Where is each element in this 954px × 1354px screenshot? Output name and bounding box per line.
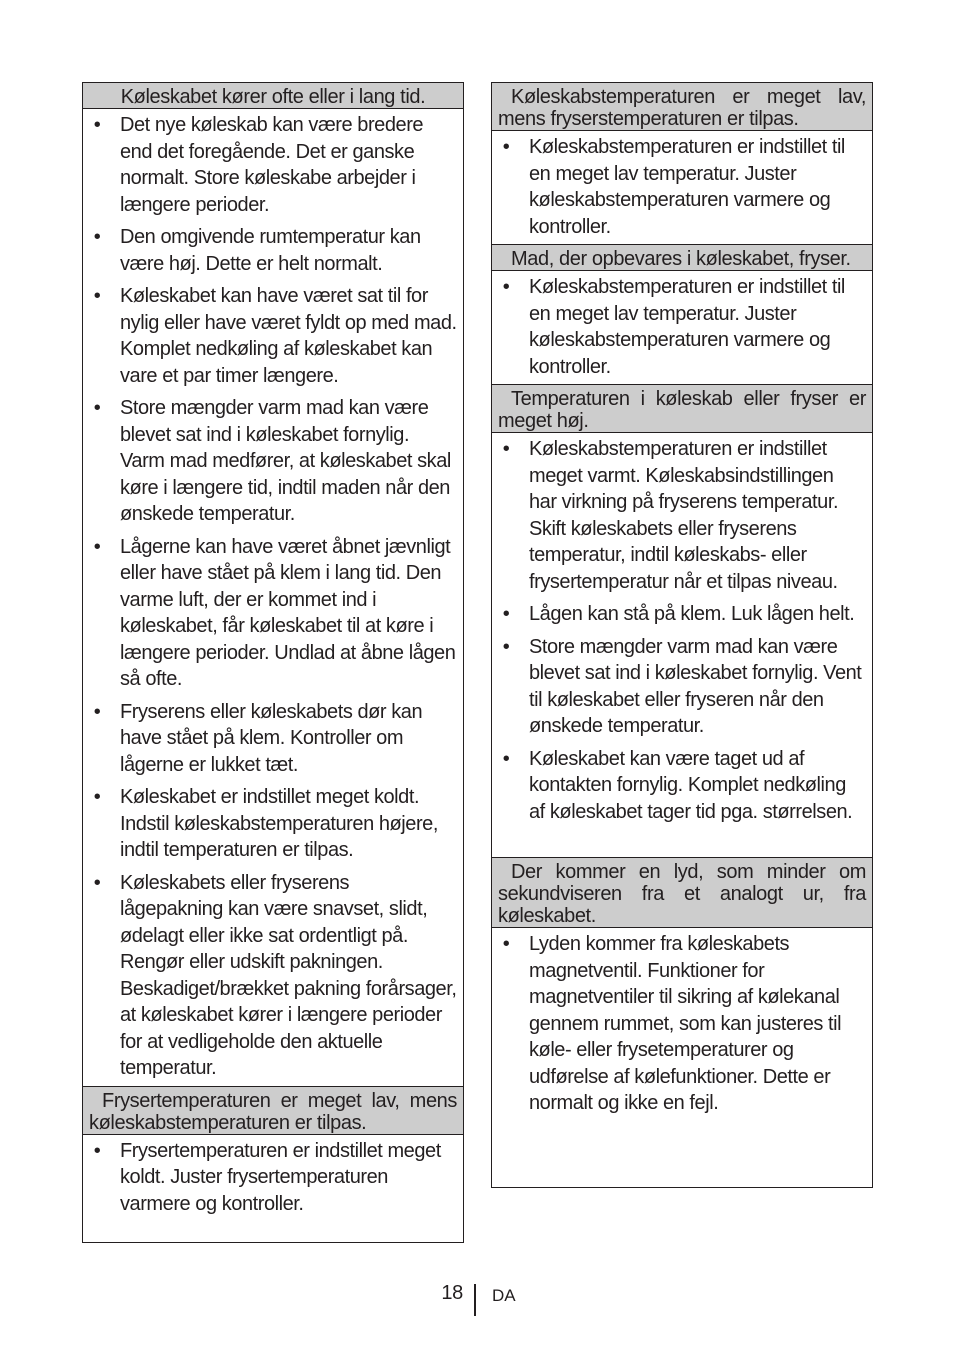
list-item	[83, 112, 457, 218]
bullet-icon: •	[502, 747, 510, 770]
list-item	[83, 1138, 457, 1218]
list-item-text: Køleskabet kan have været sat til for nylig eller have været fyldt op med mad. Komplet nedkøling af køleskabet kan vare et par timer længere.	[120, 285, 457, 387]
list-item-text: Lyden kommer fra køleskabets magnetventil. Funktioner for magnetventiler til sikring af kølekanal gennem rummet, som kan justeres til køle- eller frysetemperaturer og udførelse af kølefunktioner. Dette er normalt og ikke en fejl.	[529, 933, 842, 1114]
list-item-text: Køleskabets eller fryserens lågepakning kan være snavset, slidt, ødelagt eller ikke sat ordentligt på. Rengør eller udskift pakningen. Beskadiget/brækket pakning forårsager, at køleskabet kører i længere perioder for at vedligeholde den aktuelle temperatur.	[120, 871, 457, 1079]
language-code: DA	[492, 1286, 516, 1305]
list-item-text: Køleskabstemperaturen er indstillet til en meget lav temperatur. Juster køleskabstemperaturen varmere og kontroller.	[529, 136, 845, 238]
section-heading: Køleskabstemperaturen er meget lav, mens fryserstemperaturen er tilpas.	[492, 83, 872, 131]
list-item-text: Store mængder varm mad kan være blevet sat ind i køleskabet fornylig. Vent til køleskabet eller fryseren når den ønskede temperatur.	[529, 635, 862, 737]
list-item	[492, 634, 866, 740]
bullet-list	[492, 131, 872, 245]
list-item	[492, 601, 866, 628]
list-item	[492, 274, 866, 380]
list-item	[83, 224, 457, 277]
bullet-icon: •	[93, 786, 101, 808]
bullet-icon: •	[502, 438, 510, 460]
bullet-icon: •	[502, 276, 510, 298]
list-item-text: Køleskabstemperaturen er indstillet meget varmt. Køleskabsindstillingen har virkning på fryserens temperatur. Skift køleskabets eller fryserens temperatur, indtil køleskabs- eller frysertemperatur når et tilpas niveau.	[529, 438, 839, 593]
section-heading: Køleskabet kører ofte eller i lang tid.	[83, 83, 463, 109]
list-item-text: Lågerne kan have været åbnet jævnligt eller have stået på klem i lang tid. Den varme luft, der er kommet ind i køleskabet, får køleskabet til at køre i længere perioder. Undlad at åbne lågen så ofte.	[120, 535, 456, 690]
list-item-text: Store mængder varm mad kan være blevet sat ind i køleskabet fornylig. Varm mad medfører, at køleskabet skal køre i længere tid, indtil maden når den ønskede temperatur.	[120, 397, 451, 525]
bullet-icon: •	[502, 635, 510, 658]
bullet-icon: •	[93, 114, 101, 136]
section-heading: Der kommer en lyd, som minder om sekundviseren fra et analogt ur, fra køleskabet.	[492, 858, 872, 928]
bullet-list	[492, 271, 872, 385]
list-item-text: Fryserens eller køleskabets dør kan have stået på klem. Kontroller om lågerne er lukket tæt.	[120, 700, 423, 776]
list-item	[492, 436, 866, 595]
bullet-list	[492, 433, 872, 858]
left-column	[82, 82, 464, 1243]
list-item-text: Køleskabet kan være taget ud af kontakten fornylig. Komplet nedkøling af køleskabet tager tid pga. størrelsen.	[529, 747, 853, 823]
list-item	[83, 870, 457, 1082]
bullet-icon: •	[502, 603, 510, 625]
bullet-list	[83, 1135, 463, 1222]
list-item	[492, 746, 866, 826]
list-item	[83, 699, 457, 779]
bullet-icon: •	[502, 136, 510, 158]
section-heading: Mad, der opbevares i køleskabet, fryser.	[492, 245, 872, 271]
bullet-icon: •	[93, 226, 101, 248]
list-item-text: Den omgivende rumtemperatur kan være høj. Dette er helt normalt.	[120, 226, 421, 275]
list-item-text: Køleskabstemperaturen er indstillet til en meget lav temperatur. Juster køleskabstemperaturen varmere og kontroller.	[529, 276, 845, 378]
section-heading: Frysertemperaturen er meget lav, mens køleskabstemperaturen er tilpas.	[83, 1087, 463, 1135]
list-item-text: Køleskabet er indstillet meget koldt. Indstil køleskabstemperaturen højere, indtil temperaturen er tilpas.	[120, 786, 438, 861]
list-item	[83, 784, 457, 864]
list-item	[83, 283, 457, 389]
bullet-icon: •	[93, 871, 101, 894]
footer-divider	[474, 1284, 476, 1316]
bullet-icon: •	[93, 285, 101, 307]
bullet-list	[83, 109, 463, 1087]
bullet-icon: •	[93, 1139, 101, 1162]
bullet-icon: •	[93, 535, 101, 558]
list-item-text: Lågen kan stå på klem. Luk lågen helt.	[529, 603, 855, 625]
list-item-text: Det nye køleskab kan være bredere end det foregående. Det er ganske normalt. Store køleskabe arbejder i længere perioder.	[120, 114, 424, 216]
bullet-icon: •	[93, 700, 101, 723]
bullet-icon: •	[93, 397, 101, 419]
section-heading: Temperaturen i køleskab eller fryser er meget høj.	[492, 385, 872, 433]
page-footer	[0, 1281, 954, 1315]
list-item	[492, 134, 866, 240]
bullet-list	[492, 928, 872, 1121]
list-item	[83, 395, 457, 528]
list-item	[83, 534, 457, 693]
page-number: 18	[441, 1282, 463, 1304]
right-column	[491, 82, 873, 1188]
bullet-icon: •	[502, 933, 510, 955]
list-item-text: Frysertemperaturen er indstillet meget koldt. Juster frysertemperaturen varmere og kontroller.	[120, 1139, 441, 1215]
list-item	[492, 931, 866, 1117]
